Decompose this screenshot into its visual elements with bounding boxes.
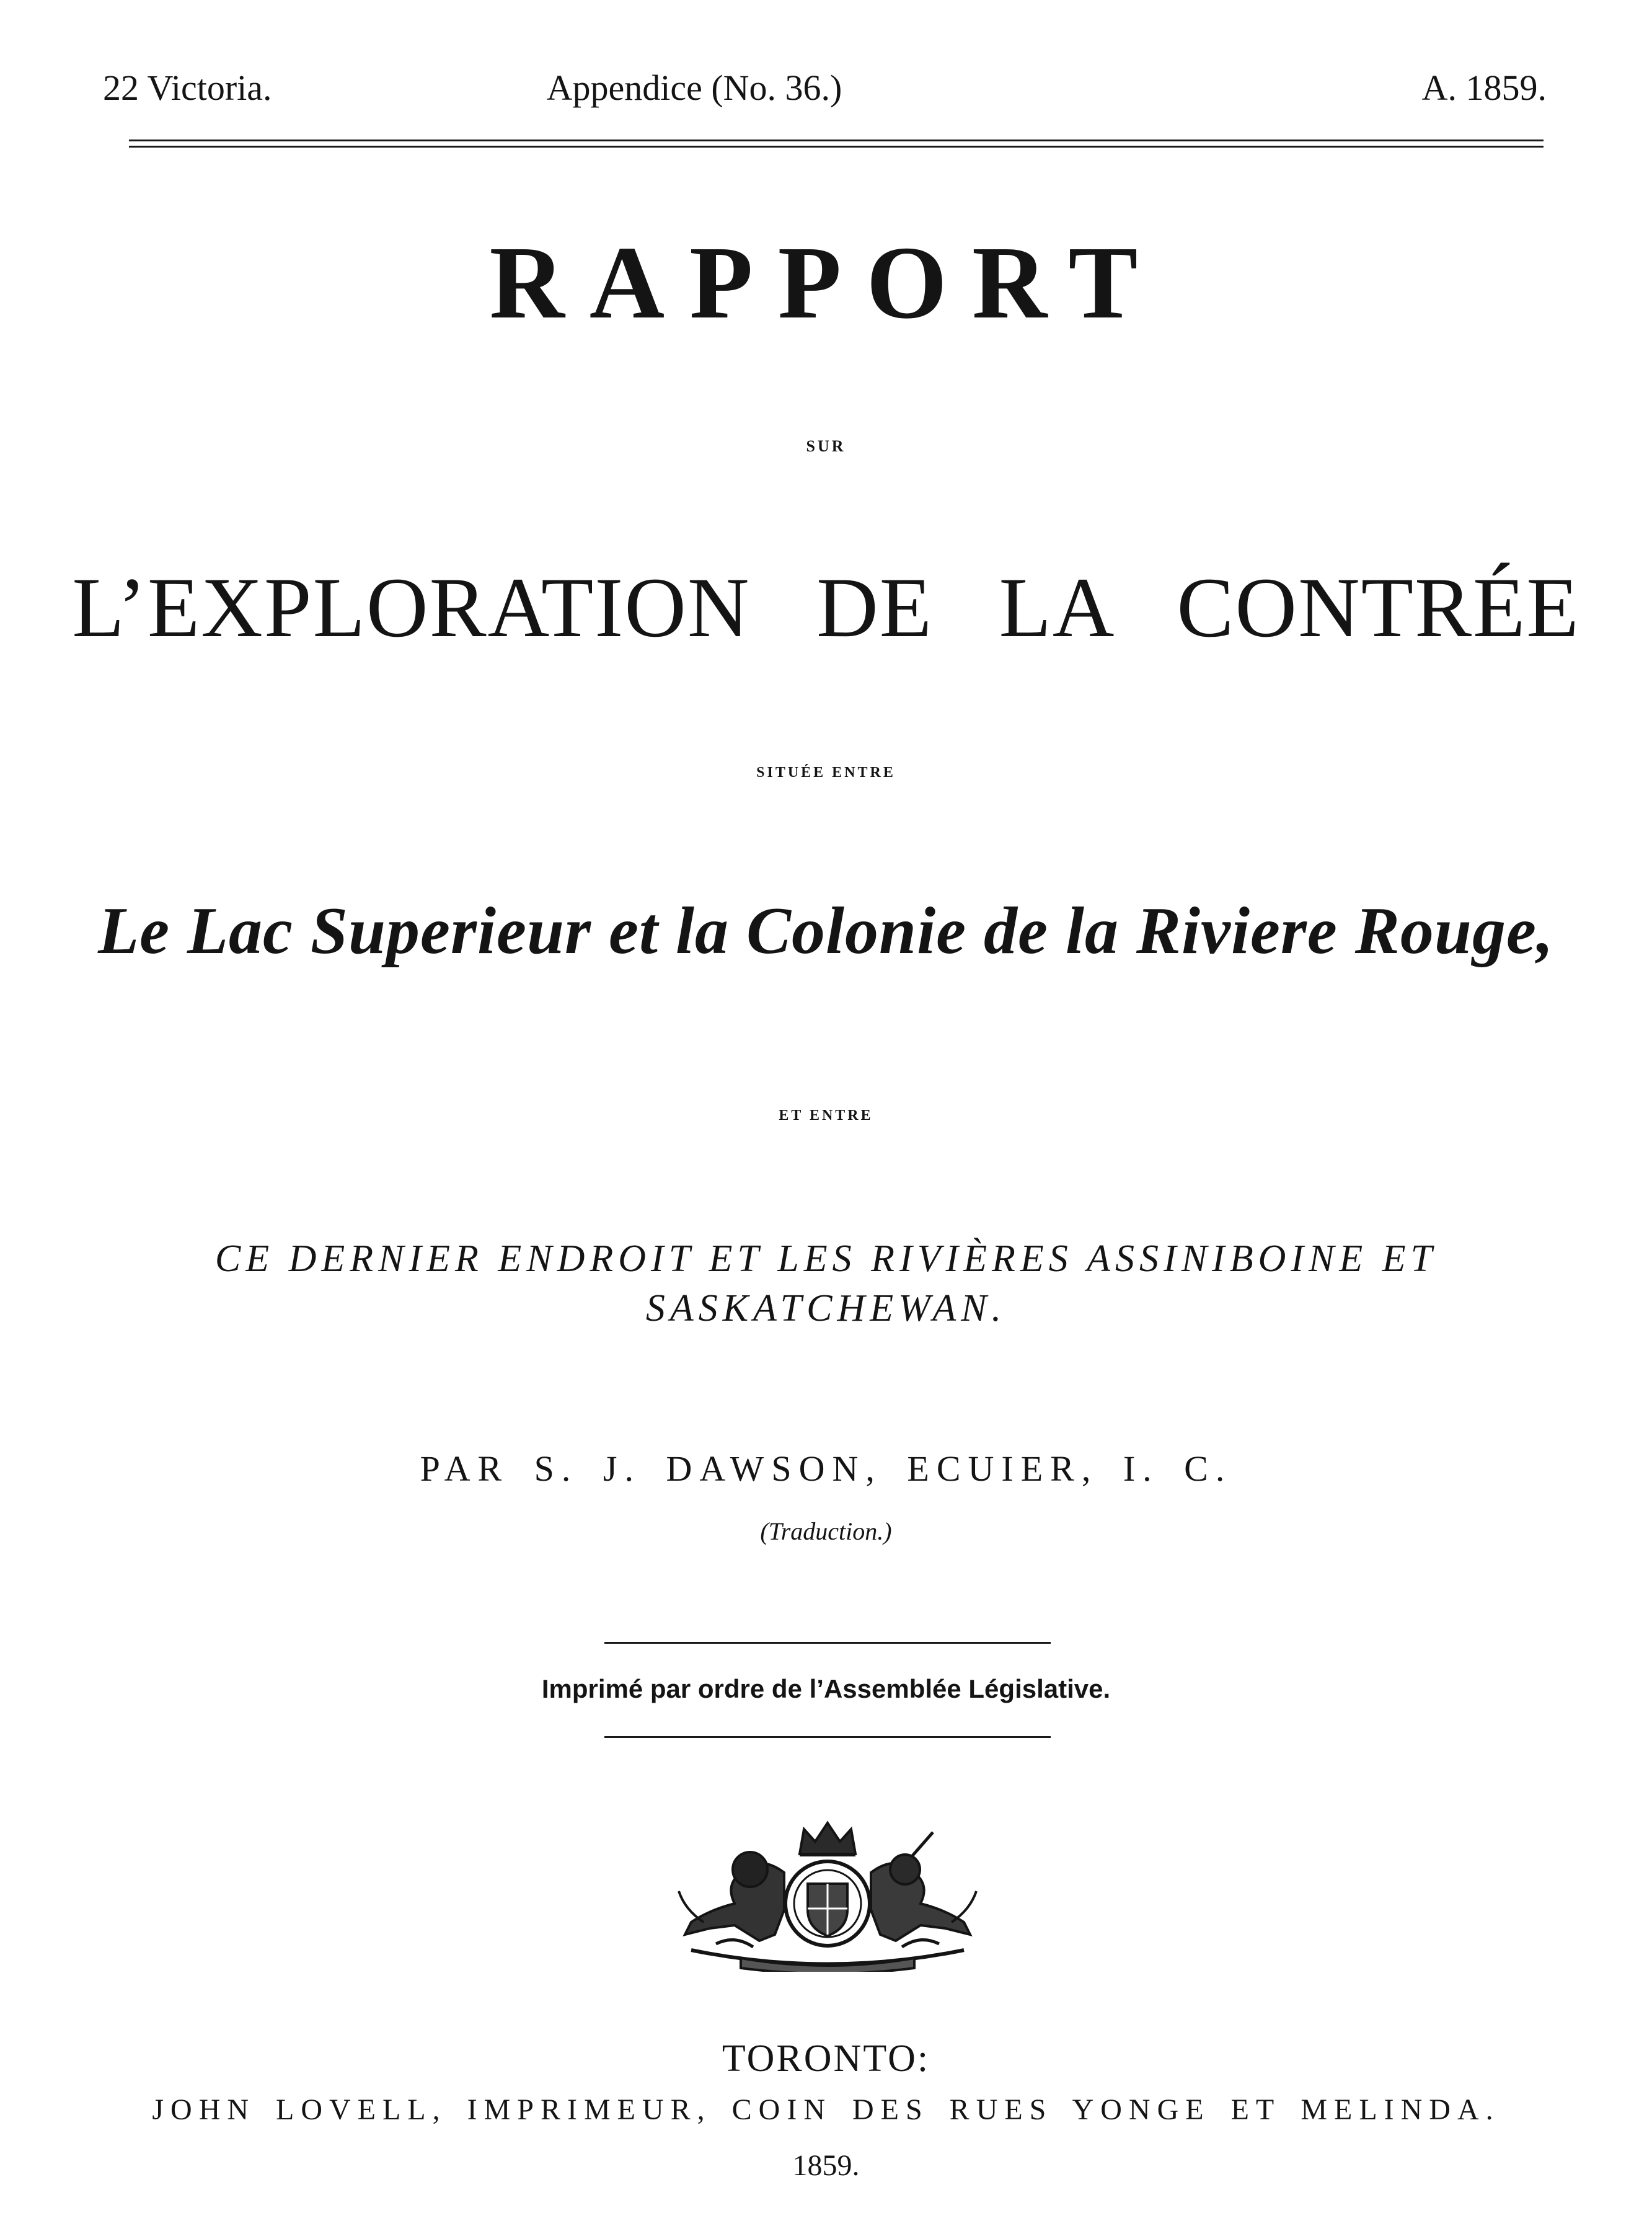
connector-et-entre: ET ENTRE xyxy=(779,1107,873,1124)
main-title: RAPPORT xyxy=(489,225,1163,340)
imprint-year: 1859. xyxy=(792,2149,860,2182)
imprint-city: TORONTO: xyxy=(722,2038,930,2080)
divider-rule-top xyxy=(604,1642,1051,1644)
subtitle-line-2: SASKATCHEWAN. xyxy=(645,1287,1007,1329)
imprint-note: Imprimé par ordre de l’Assemblée Législative. xyxy=(541,1674,1111,1703)
title-exploration: L’EXPLORATION DE LA CONTRÉE xyxy=(72,560,1580,655)
translation-note: (Traduction.) xyxy=(760,1517,892,1545)
header-center: Appendice (No. 36.) xyxy=(546,68,842,108)
author-line: PAR S. J. DAWSON, ECUIER, I. C. xyxy=(420,1448,1232,1489)
imprint-printer: JOHN LOVELL, IMPRIMEUR, COIN DES RUES YONGE ET MELINDA. xyxy=(152,2093,1500,2126)
divider-rule-bottom xyxy=(604,1736,1051,1738)
connector-sur: SUR xyxy=(806,437,846,455)
header-left: 22 Victoria. xyxy=(103,68,272,108)
header-right: A. 1859. xyxy=(1421,68,1547,108)
royal-coat-of-arms-icon xyxy=(666,1817,989,1972)
title-blackletter-line: Le Lac Superieur et la Colonie de la Riviere Rouge, xyxy=(98,894,1554,968)
subtitle-line-1: CE DERNIER ENDROIT ET LES RIVIÈRES ASSINIBOINE ET xyxy=(214,1238,1438,1280)
connector-situee-entre: SITUÉE ENTRE xyxy=(756,765,896,781)
header-double-rule xyxy=(129,140,1544,148)
